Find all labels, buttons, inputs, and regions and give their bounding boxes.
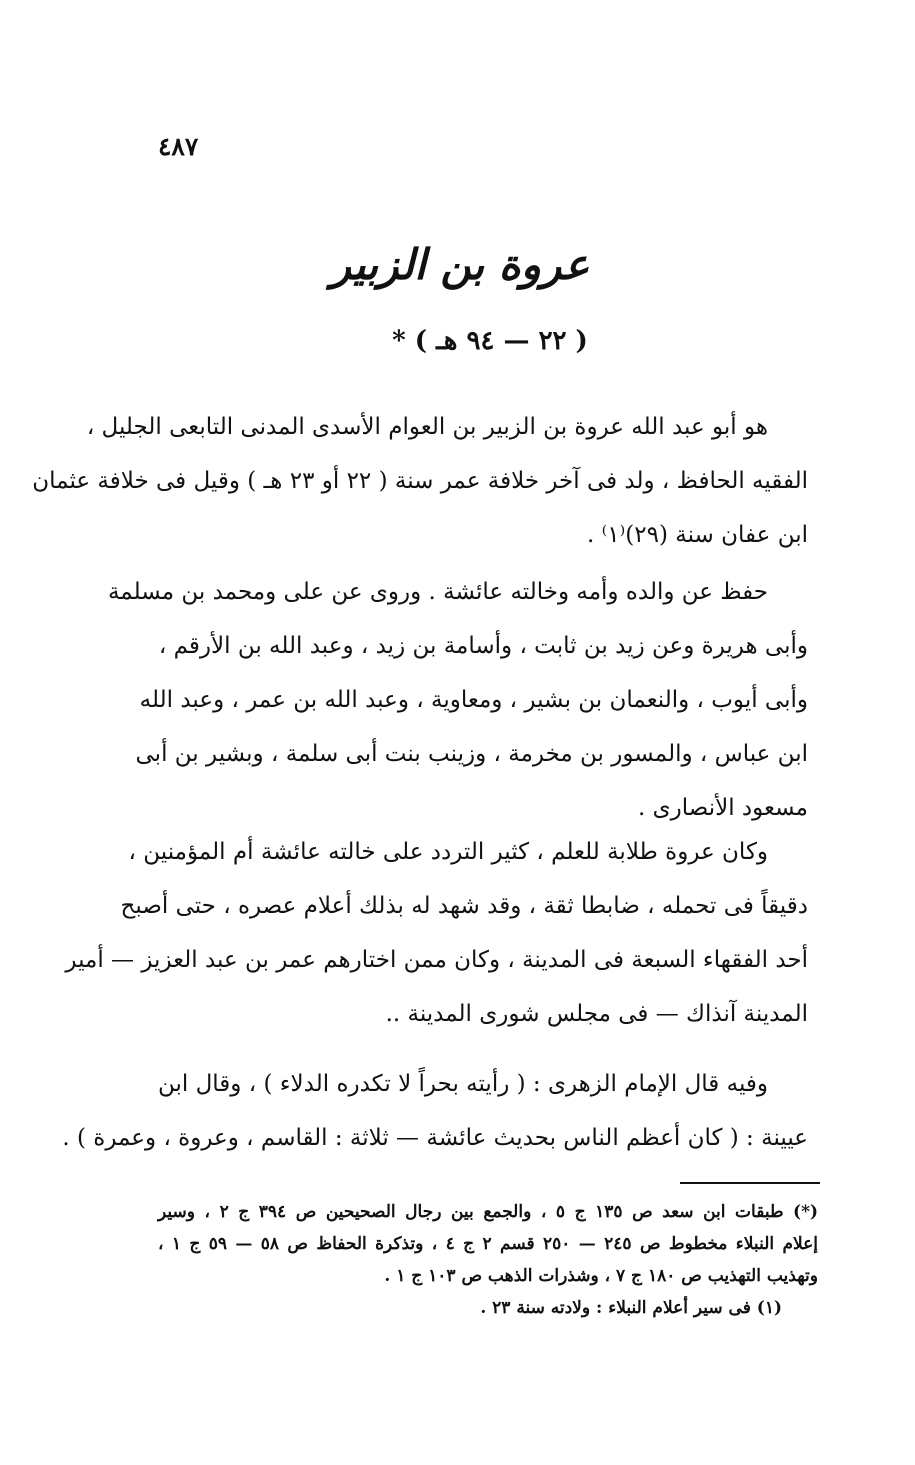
footnote-line: وتهذيب التهذيب ص ١٨٠ ج ٧ ، وشذرات الذهب ص ١٠٣ ج ١ . (384, 1266, 818, 1286)
chapter-title: عروة بن الزبير (330, 240, 590, 289)
text-line: حفظ عن والده وأمه وخالته عائشة . وروى عن على ومحمد بن مسلمة (107, 579, 768, 605)
text-line: وفيه قال الإمام الزهرى : ( رأيته بحراً لا تكدره الدلاء ) ، وقال ابن (157, 1071, 768, 1097)
footnote-divider (680, 1182, 820, 1184)
text-line: وكان عروة طلابة للعلم ، كثير التردد على خالته عائشة أم المؤمنين ، (128, 839, 768, 865)
text-line: عيينة : ( كان أعظم الناس بحديث عائشة — ثلاثة : القاسم ، وعروة ، وعمرة ) . (62, 1125, 808, 1151)
footnote-line: (١) فى سير أعلام النبلاء : ولادته سنة ٢٣ . (480, 1298, 782, 1318)
text-line: وأبى هريرة وعن زيد بن ثابت ، وأسامة بن زيد ، وعبد الله بن الأرقم ، (158, 633, 808, 659)
paragraph-2 (107, 565, 808, 835)
page-number: ٤٨٧ (158, 132, 199, 161)
footnotes (158, 1196, 818, 1324)
text-line: المدينة آنذاك — فى مجلس شورى المدينة .. (385, 1001, 808, 1027)
chapter-dates: ( ٢٢ — ٩٤ هـ ) * (392, 326, 588, 356)
footnote-line: إعلام النبلاء مخطوط ص ٢٤٥ — ٢٥٠ قسم ٢ ج ٤ ، وتذكرة الحفاظ ص ٥٨ — ٥٩ ج ١ ، (158, 1234, 819, 1254)
text-line: أحد الفقهاء السبعة فى المدينة ، وكان ممن اختارهم عمر بن عبد العزيز — أمير (65, 947, 808, 973)
text-line: وأبى أيوب ، والنعمان بن بشير ، ومعاوية ، وعبد الله بن عمر ، وعبد الله (139, 687, 808, 713)
paragraph-4 (62, 1057, 808, 1165)
text-line: هو أبو عبد الله عروة بن الزبير بن العوام الأسدى المدنى التابعى الجليل ، (86, 414, 768, 440)
footnote-line: (*) طبقات ابن سعد ص ١٣٥ ج ٥ ، والجمع بين رجال الصحيحين ص ٣٩٤ ج ٢ ، وسير (158, 1202, 819, 1222)
paragraph-3 (65, 825, 808, 1041)
paragraph-1 (32, 400, 808, 562)
text-line: الفقيه الحافظ ، ولد فى آخر خلافة عمر سنة ( ٢٢ أو ٢٣ هـ ) وقيل فى خلافة عثمان (32, 468, 808, 494)
text-line: دقيقاً فى تحمله ، ضابطا ثقة ، وقد شهد له بذلك أعلام عصره ، حتى أصبح (120, 893, 808, 919)
text-line: مسعود الأنصارى . (638, 795, 808, 821)
text-line: ابن عباس ، والمسور بن مخرمة ، وزينب بنت أبى سلمة ، وبشير بن أبى (135, 741, 808, 767)
text-line: ابن عفان سنة (٢٩)⁽١⁾ . (587, 522, 808, 548)
